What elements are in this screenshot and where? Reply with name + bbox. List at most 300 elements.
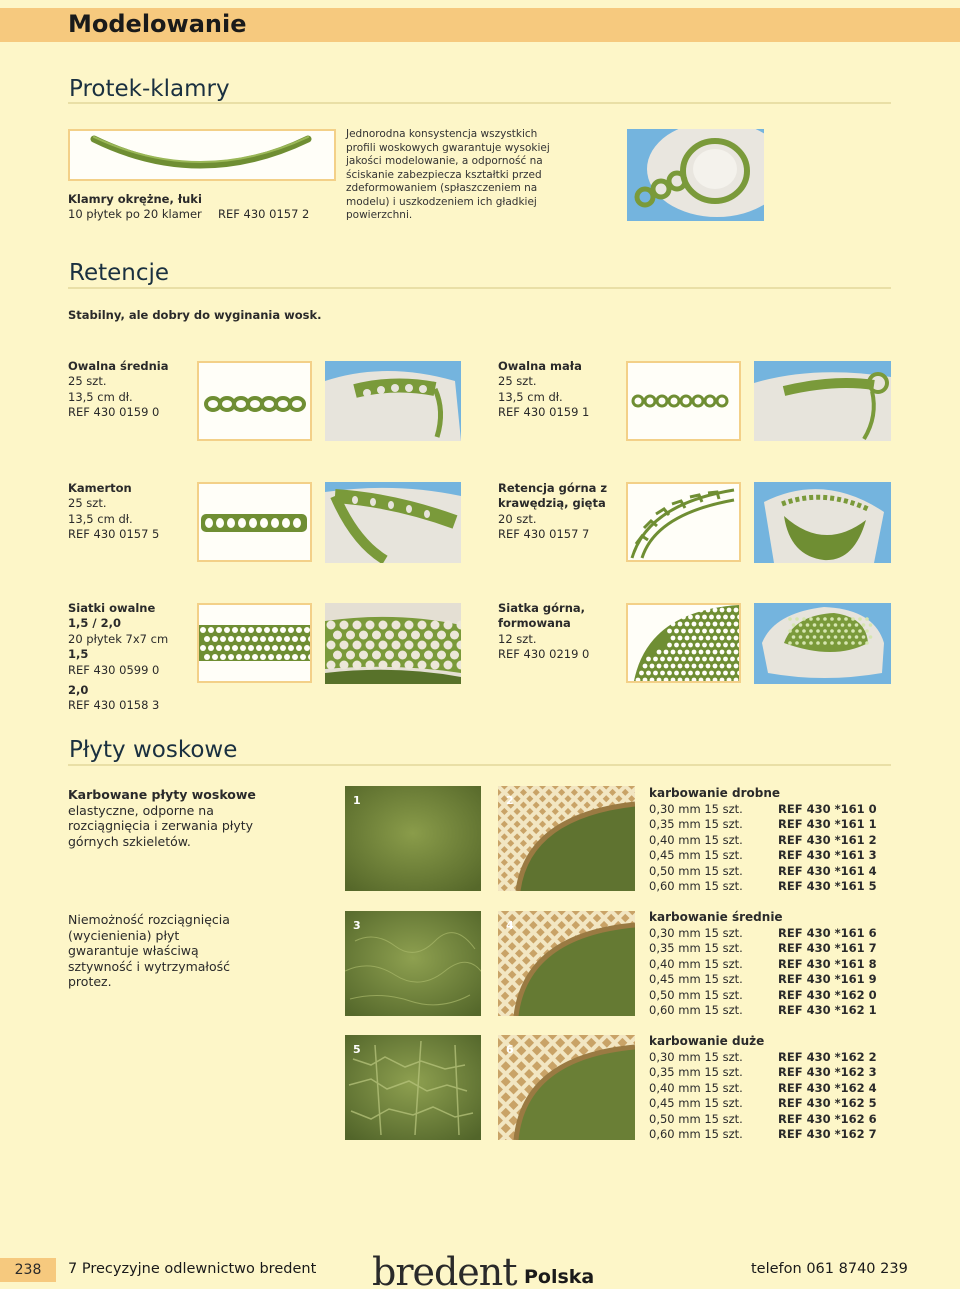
spec-ref: REF 430 *161 2	[778, 832, 877, 847]
mesh-hole	[816, 617, 820, 621]
item-name-2: krawędzią, gięta	[498, 496, 606, 511]
mesh-hole	[865, 617, 869, 621]
mesh-hole	[706, 664, 711, 669]
mesh-hole	[841, 635, 845, 639]
mesh-hole	[685, 608, 690, 613]
spec-row	[649, 848, 889, 864]
item-name: Kamerton	[68, 481, 132, 495]
mesh-hole	[678, 622, 683, 627]
mesh-hole	[228, 654, 234, 660]
mesh-hole	[795, 617, 799, 621]
spec-thickness: 0,50 mm 15 szt.	[649, 863, 743, 878]
product-name: Klamry okrężne, łuki	[68, 192, 202, 206]
mesh-hole	[792, 623, 796, 627]
oval-small-photo	[754, 361, 891, 441]
item-length: 13,5 cm dł.	[498, 389, 563, 404]
spec-thickness: 0,60 mm 15 szt.	[649, 1127, 743, 1141]
mesh-hole	[734, 664, 739, 669]
mesh-hole	[232, 645, 238, 651]
footer-phone: telefon 061 8740 239	[751, 1261, 908, 1277]
mesh-hole	[681, 629, 686, 634]
spec-thickness: 0,35 mm 15 szt.	[649, 817, 743, 831]
item-name: Siatki owalne	[68, 601, 156, 615]
mesh-hole	[716, 671, 721, 676]
footer-left-text: 7 Precyzyjne odlewnictwo bredent	[68, 1261, 317, 1277]
mesh-hole	[709, 629, 714, 634]
mesh-hole	[681, 643, 686, 648]
spec-row	[649, 1065, 889, 1081]
mesh-hole	[353, 641, 362, 650]
mesh-hole	[858, 629, 862, 633]
spec-thickness: 0,30 mm 15 szt.	[649, 925, 743, 940]
mesh-hole	[260, 636, 266, 642]
spec-group-fine	[649, 786, 889, 895]
mesh-hole	[848, 623, 852, 627]
mesh-hole	[353, 621, 362, 630]
spec-ref: REF 430 *162 2	[778, 1049, 877, 1064]
spec-ref: REF 430 *162 3	[778, 1065, 877, 1079]
mesh-hole	[678, 608, 683, 613]
mesh-hole	[837, 629, 841, 633]
bredent-logo-suffix: Polska	[524, 1266, 595, 1288]
mesh-hole	[353, 661, 362, 670]
mesh-hole	[830, 641, 834, 645]
mesh-hole	[200, 645, 206, 651]
mesh-hole	[667, 629, 672, 634]
spec-ref: REF 430 *162 1	[778, 1003, 877, 1017]
mesh-hole	[834, 623, 838, 627]
mesh-hole	[844, 629, 848, 633]
wax-plate-photo-3	[345, 911, 481, 1016]
spec-ref: REF 430 *161 6	[778, 925, 877, 940]
mesh-hole	[720, 608, 725, 613]
spec-ref: REF 430 *161 0	[778, 801, 877, 816]
mesh-hole	[841, 623, 845, 627]
mesh-hole	[244, 636, 250, 642]
mesh-hole	[730, 657, 735, 662]
mesh-hole	[359, 651, 368, 660]
mesh-hole	[674, 629, 679, 634]
mesh-hole	[702, 615, 707, 620]
mesh-hole	[688, 629, 693, 634]
oval-small-image	[626, 361, 741, 441]
mesh-hole	[208, 645, 214, 651]
mesh-hole	[667, 643, 672, 648]
mesh-hole	[716, 629, 721, 634]
group-title: karbowanie drobne	[649, 786, 781, 800]
item-ref: REF 430 0599 0	[68, 662, 160, 677]
spec-thickness: 0,40 mm 15 szt.	[649, 1080, 743, 1095]
mesh-hole	[678, 636, 683, 641]
item-ref: REF 430 0159 1	[498, 405, 590, 420]
mesh-hole	[292, 654, 298, 660]
mesh-hole	[405, 641, 414, 650]
spec-row	[649, 864, 889, 880]
photo-number: 4	[506, 919, 514, 932]
mesh-hole	[392, 641, 401, 650]
mesh-hole	[837, 641, 841, 645]
spec-group-medium	[649, 910, 889, 1019]
mesh-hole	[685, 622, 690, 627]
mesh-hole	[727, 636, 732, 641]
mesh-hole	[643, 664, 648, 669]
wax-plate-photo-5	[345, 1035, 481, 1140]
spec-row	[649, 833, 889, 849]
spec-ref: REF 430 *162 0	[778, 987, 877, 1002]
mesh-hole	[340, 621, 349, 630]
mesh-hole	[296, 627, 302, 633]
mesh-hole	[204, 636, 210, 642]
mesh-hole	[862, 623, 866, 627]
item-qty: 20 szt.	[498, 511, 537, 526]
mesh-hole	[405, 661, 414, 670]
oval-mesh-photo	[325, 603, 461, 684]
mesh-hole	[865, 629, 869, 633]
mesh-hole	[720, 650, 725, 655]
page-number: 238	[0, 1258, 56, 1282]
item-kamerton-text	[68, 481, 159, 543]
mesh-hole	[795, 629, 799, 633]
item-name: Owalna mała	[498, 359, 582, 373]
mesh-hole	[827, 623, 831, 627]
mesh-hole	[827, 635, 831, 639]
mesh-hole	[688, 657, 693, 662]
item-ref-2: REF 430 0158 3	[68, 698, 160, 713]
section-rule	[68, 102, 891, 104]
spec-thickness: 0,45 mm 15 szt.	[649, 1096, 743, 1110]
mesh-hole	[802, 617, 806, 621]
mesh-hole	[685, 636, 690, 641]
mesh-hole	[844, 641, 848, 645]
mesh-hole	[392, 661, 401, 670]
oval-medium-photo	[325, 361, 461, 441]
mesh-hole	[268, 636, 274, 642]
mesh-hole	[288, 627, 294, 633]
item-name: Siatka górna,	[498, 601, 586, 615]
spec-thickness: 0,30 mm 15 szt.	[649, 1049, 743, 1064]
mesh-hole	[304, 627, 310, 633]
mesh-hole	[327, 621, 336, 630]
item-length: 13,5 cm dł.	[68, 389, 133, 404]
mesh-hole	[727, 622, 732, 627]
mesh-hole	[692, 622, 697, 627]
mesh-hole	[809, 629, 813, 633]
mesh-hole	[650, 664, 655, 669]
spec-ref: REF 430 *161 4	[778, 863, 877, 878]
mesh-hole	[688, 643, 693, 648]
mesh-hole	[699, 622, 704, 627]
mesh-hole	[292, 636, 298, 642]
mesh-hole	[236, 654, 242, 660]
mesh-hole	[379, 641, 388, 650]
mesh-hole	[252, 636, 258, 642]
mesh-hole	[709, 643, 714, 648]
item-siatka-gorna-text	[498, 601, 589, 663]
item-name: Retencja górna z	[498, 481, 608, 495]
mesh-hole	[809, 641, 813, 645]
mesh-hole	[723, 657, 728, 662]
mesh-hole	[232, 627, 238, 633]
intro-bold: Karbowane płyty woskowe	[68, 787, 256, 802]
mesh-hole	[248, 627, 254, 633]
mesh-hole	[706, 622, 711, 627]
mesh-hole	[359, 631, 368, 640]
mesh-hole	[288, 645, 294, 651]
mesh-hole	[418, 661, 427, 670]
upper-mesh-photo	[754, 603, 891, 684]
mesh-hole	[674, 657, 679, 662]
upper-mesh-image	[626, 603, 741, 683]
photo-number: 6	[506, 1043, 514, 1056]
mesh-hole	[869, 635, 873, 639]
mesh-hole	[300, 654, 306, 660]
upper-retention-photo	[754, 482, 891, 563]
spec-row	[649, 941, 889, 957]
section-title-protek: Protek-klamry	[69, 76, 230, 102]
mesh-hole	[411, 651, 420, 660]
mesh-hole	[385, 631, 394, 640]
mesh-hole	[713, 664, 718, 669]
mesh-hole	[823, 617, 827, 621]
mesh-hole	[816, 629, 820, 633]
mesh-hole	[284, 654, 290, 660]
mesh-hole	[437, 651, 446, 660]
mesh-hole	[671, 636, 676, 641]
mesh-hole	[671, 664, 676, 669]
spec-thickness: 0,50 mm 15 szt.	[649, 1111, 743, 1126]
mesh-hole	[264, 627, 270, 633]
photo-number: 3	[353, 919, 361, 932]
mesh-hole	[212, 654, 218, 660]
mesh-hole	[720, 636, 725, 641]
mesh-hole	[244, 654, 250, 660]
mesh-hole	[411, 631, 420, 640]
mesh-hole	[855, 635, 859, 639]
mesh-hole	[688, 671, 693, 676]
mesh-hole	[716, 643, 721, 648]
mesh-hole	[646, 657, 651, 662]
mesh-hole	[366, 641, 375, 650]
mesh-hole	[678, 664, 683, 669]
mesh-hole	[702, 643, 707, 648]
mesh-hole	[713, 636, 718, 641]
item-qty: 25 szt.	[68, 374, 107, 389]
mesh-hole	[424, 631, 433, 640]
mesh-hole	[418, 621, 427, 630]
spec-ref: REF 430 *162 5	[778, 1096, 877, 1110]
mesh-hole	[224, 645, 230, 651]
mesh-hole	[252, 654, 258, 660]
mesh-hole	[346, 631, 355, 640]
mesh-hole	[820, 635, 824, 639]
item-size-b: 2,0	[68, 683, 89, 698]
mesh-hole	[730, 629, 735, 634]
mesh-hole	[671, 608, 676, 613]
wax-plate-photo-4	[498, 911, 635, 1016]
mesh-hole	[327, 661, 336, 670]
section-title-retencje: Retencje	[69, 260, 170, 286]
spec-ref: REF 430 *162 7	[778, 1127, 877, 1141]
mesh-hole	[716, 657, 721, 662]
mesh-hole	[268, 654, 274, 660]
group-title: karbowanie średnie	[649, 910, 783, 924]
item-size-a: 1,5	[68, 647, 89, 662]
spec-ref: REF 430 *162 6	[778, 1111, 877, 1126]
mesh-hole	[869, 623, 873, 627]
mesh-hole	[723, 629, 728, 634]
mesh-hole	[706, 650, 711, 655]
mesh-hole	[702, 629, 707, 634]
spec-row	[649, 1127, 889, 1143]
mesh-hole	[851, 641, 855, 645]
mesh-hole	[260, 654, 266, 660]
spec-thickness: 0,45 mm 15 szt.	[649, 972, 743, 986]
item-owalna-mala-text	[498, 359, 589, 421]
mesh-hole	[216, 645, 222, 651]
spec-ref: REF 430 *161 7	[778, 941, 877, 955]
mesh-hole	[723, 643, 728, 648]
kamerton-image	[197, 482, 312, 562]
mesh-hole	[702, 657, 707, 662]
mesh-hole	[248, 645, 254, 651]
mesh-hole	[695, 643, 700, 648]
mesh-hole	[674, 615, 679, 620]
mesh-hole	[664, 650, 669, 655]
mesh-hole	[220, 636, 226, 642]
product-ref: REF 430 0157 2	[218, 207, 310, 221]
mesh-hole	[366, 621, 375, 630]
mesh-hole	[858, 641, 862, 645]
mesh-hole	[813, 635, 817, 639]
mesh-hole	[208, 627, 214, 633]
mesh-hole	[727, 608, 732, 613]
mesh-hole	[799, 635, 803, 639]
mesh-hole	[695, 671, 700, 676]
mesh-hole	[727, 650, 732, 655]
mesh-hole	[734, 622, 739, 627]
item-ref: REF 430 0159 0	[68, 405, 160, 420]
mesh-hole	[372, 651, 381, 660]
oval-medium-image	[197, 361, 312, 441]
mesh-hole	[340, 641, 349, 650]
mesh-hole	[418, 641, 427, 650]
item-siatki-owalne-text	[68, 601, 168, 714]
mesh-hole	[802, 641, 806, 645]
mesh-hole	[692, 664, 697, 669]
spec-group-large	[649, 1034, 889, 1143]
mesh-hole	[702, 671, 707, 676]
spec-thickness: 0,60 mm 15 szt.	[649, 1003, 743, 1017]
clasp-photo	[627, 129, 764, 221]
wax-plates-intro	[68, 787, 278, 849]
mesh-hole	[444, 621, 453, 630]
mesh-hole	[236, 636, 242, 642]
wax-plate-photo-6	[498, 1035, 635, 1140]
mesh-hole	[240, 645, 246, 651]
spec-ref: REF 430 *161 8	[778, 956, 877, 971]
mesh-hole	[723, 615, 728, 620]
mesh-hole	[720, 622, 725, 627]
mesh-hole	[674, 671, 679, 676]
spec-row	[649, 1112, 889, 1128]
oval-mesh-image	[197, 603, 312, 683]
item-name: Owalna średnia	[68, 359, 169, 373]
item-owalna-srednia-text	[68, 359, 169, 421]
wax-plate-photo-1	[345, 786, 481, 891]
mesh-hole	[823, 629, 827, 633]
mesh-hole	[296, 645, 302, 651]
mesh-hole	[224, 627, 230, 633]
mesh-hole	[228, 636, 234, 642]
mesh-hole	[657, 664, 662, 669]
spec-row	[649, 817, 889, 833]
mesh-hole	[327, 641, 336, 650]
spec-thickness: 0,40 mm 15 szt.	[649, 956, 743, 971]
mesh-hole	[678, 650, 683, 655]
mesh-hole	[240, 627, 246, 633]
spec-ref: REF 430 *161 5	[778, 879, 877, 893]
mesh-hole	[685, 664, 690, 669]
section-rule	[68, 287, 891, 289]
mesh-hole	[830, 617, 834, 621]
mesh-hole	[671, 622, 676, 627]
mesh-hole	[851, 617, 855, 621]
wax-plate-photo-2	[498, 786, 635, 891]
mesh-hole	[844, 617, 848, 621]
mesh-hole	[713, 622, 718, 627]
mesh-hole	[280, 627, 286, 633]
mesh-hole	[450, 631, 459, 640]
mesh-hole	[681, 657, 686, 662]
item-ref: REF 430 0219 0	[498, 647, 590, 662]
mesh-hole	[674, 643, 679, 648]
photo-number: 1	[353, 794, 361, 807]
mesh-hole	[699, 664, 704, 669]
mesh-hole	[788, 617, 792, 621]
mesh-hole	[820, 623, 824, 627]
mesh-hole	[646, 671, 651, 676]
mesh-hole	[862, 635, 866, 639]
mesh-hole	[734, 608, 739, 613]
mesh-hole	[660, 657, 665, 662]
mesh-hole	[450, 651, 459, 660]
mesh-hole	[727, 664, 732, 669]
mesh-hole	[444, 641, 453, 650]
photo-number: 2	[506, 794, 514, 807]
mesh-hole	[734, 636, 739, 641]
mesh-hole	[720, 664, 725, 669]
mesh-hole	[653, 657, 658, 662]
mesh-hole	[699, 650, 704, 655]
mesh-hole	[713, 608, 718, 613]
mesh-hole	[806, 635, 810, 639]
mesh-hole	[256, 645, 262, 651]
mesh-hole	[398, 651, 407, 660]
item-ref: REF 430 0157 7	[498, 527, 590, 542]
group-title: karbowanie duże	[649, 1034, 765, 1048]
item-qty: 20 płytek 7x7 cm	[68, 631, 169, 646]
spec-row	[649, 879, 889, 895]
item-sizes: 1,5 / 2,0	[68, 616, 121, 631]
item-name-2: formowana	[498, 616, 571, 631]
item-length: 13,5 cm dł.	[68, 511, 133, 526]
mesh-hole	[851, 629, 855, 633]
mesh-hole	[385, 651, 394, 660]
mesh-hole	[300, 636, 306, 642]
mesh-hole	[830, 629, 834, 633]
mesh-hole	[431, 621, 440, 630]
spec-ref: REF 430 *161 3	[778, 848, 877, 862]
